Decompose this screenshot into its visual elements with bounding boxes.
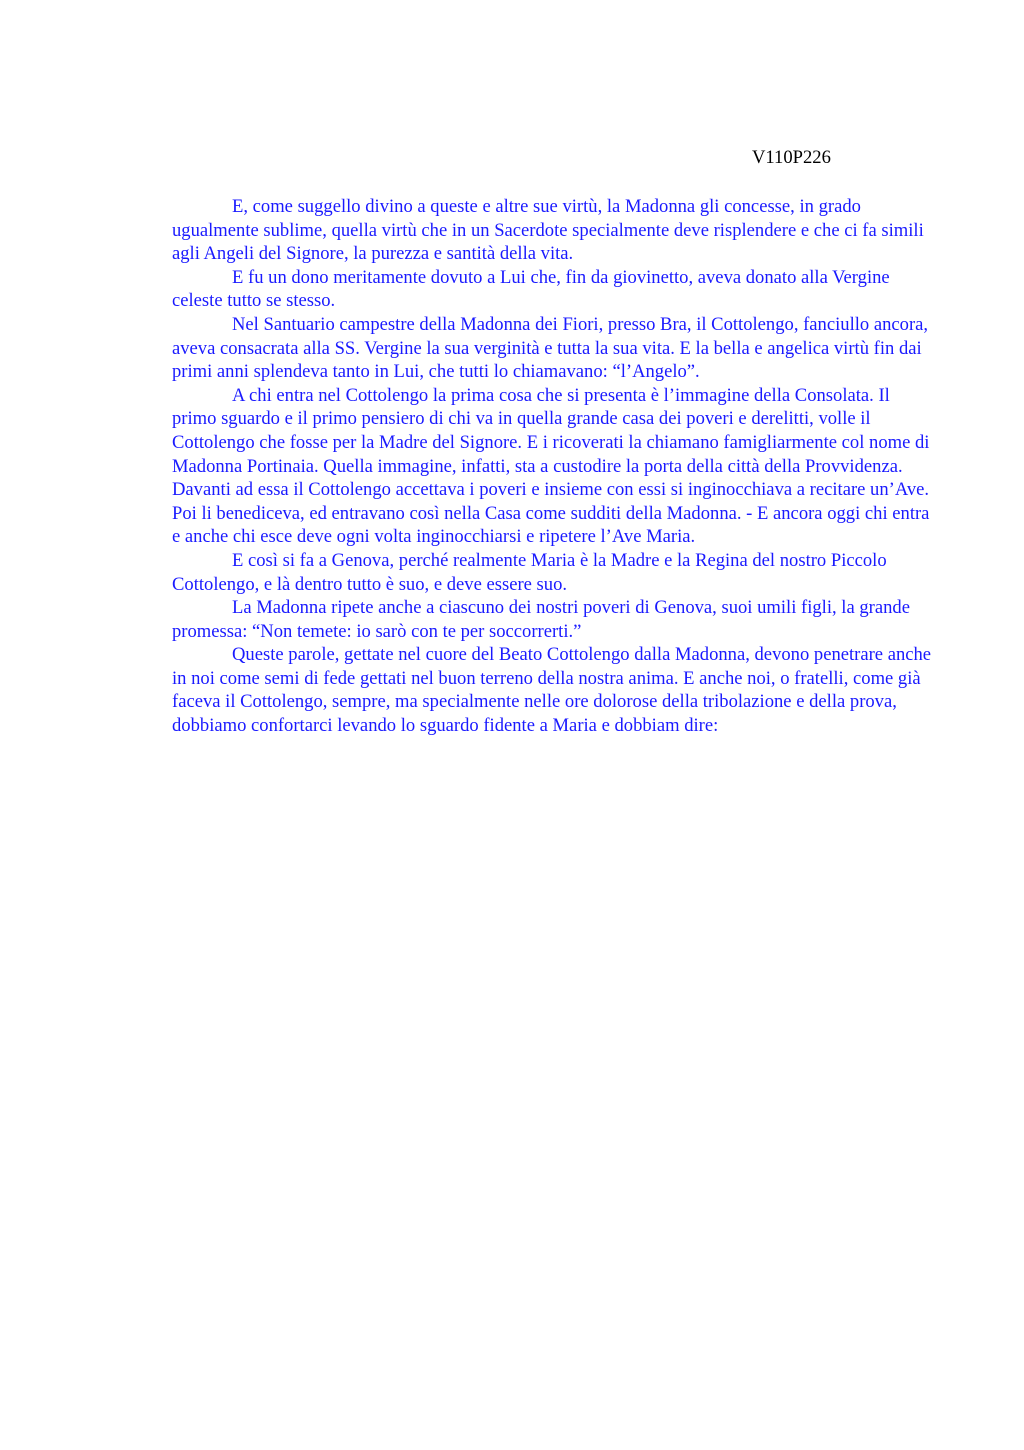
paragraph-1: E, come suggello divino a queste e altre sue virtù, la Madonna gli concesse, in grado ugualmente sublime, quella virtù che in un Sacerdote specialmente deve risplendere e che ci fa simili agli Angeli del Signore, la purezza e santità della vita. bbox=[172, 196, 924, 265]
page-identifier: V110P226 bbox=[752, 147, 831, 168]
paragraph-4: A chi entra nel Cottolengo la prima cosa che si presenta è l’immagine della Consolata. Il primo sguardo e il primo pensiero di chi va in quella grande casa dei poveri e derelitti, volle il Cottolengo che fosse per la Madre del Signore. E i ricoverati la chiamano famigliarmente col nome di Madonna Portinaia. Quella immagine, infatti, sta a custodire la porta della città della Provvidenza. Davanti ad essa il Cottolengo accettava i poveri e insieme con essi si inginocchiava a recitare un’Ave. Poi li benediceva, ed entravano così nella Casa come sudditi della Madonna. - E ancora oggi chi entra e anche chi esce deve ogni volta inginocchiarsi e ripetere l’Ave Maria. bbox=[172, 384, 930, 548]
paragraph-2: E fu un dono meritamente dovuto a Lui che, fin da giovinetto, aveva donato alla Vergine celeste tutto se stesso. bbox=[172, 266, 890, 312]
paragraph-7: Queste parole, gettate nel cuore del Beato Cottolengo dalla Madonna, devono penetrare anche in noi come semi di fede gettati nel buon terreno della nostra anima. E anche noi, o fratelli, come già faceva il Cottolengo, sempre, ma specialmente nelle ore dolorose della tribolazione e della prova, dobbiamo confortarci levando lo sguardo fidente a Maria e dobbiam dire: bbox=[172, 644, 932, 737]
paragraph-3: Nel Santuario campestre della Madonna dei Fiori, presso Bra, il Cottolengo, fanciullo ancora, aveva consacrata alla SS. Vergine la sua verginità e tutta la sua vita. E la bella e angelica virtù fin dai primi anni splendeva tanto in Lui, che tutti lo chiamavano: “l’Angelo”. bbox=[172, 313, 929, 383]
paragraph-5: E così si fa a Genova, perché realmente Maria è la Madre e la Regina del nostro Piccolo Cottolengo, e là dentro tutto è suo, e deve essere suo. bbox=[172, 549, 887, 595]
paragraph-6: La Madonna ripete anche a ciascuno dei nostri poveri di Genova, suoi umili figli, la grande promessa: “Non temete: io sarò con te per soccorrerti.” bbox=[172, 597, 910, 642]
body-text bbox=[172, 195, 932, 738]
